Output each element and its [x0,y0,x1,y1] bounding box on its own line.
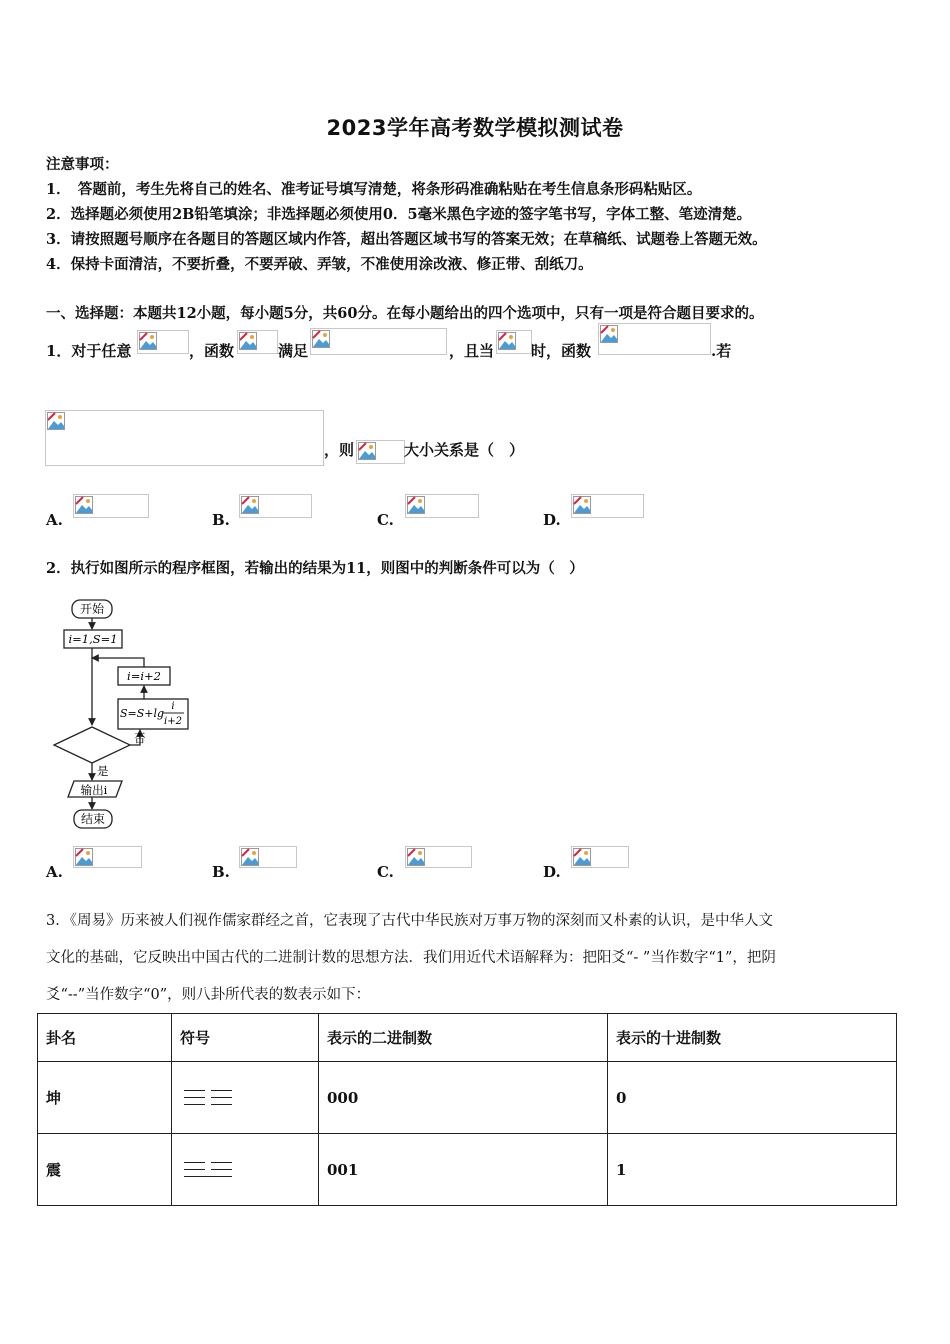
option-c-label: C. [377,511,394,529]
option-a-image[interactable] [73,846,142,868]
header-cell: 卦名 [38,1014,172,1062]
q1-text-7: ，则 [324,441,355,459]
option-c-label: C. [377,863,394,881]
q1-text-3: 满足 [278,342,309,360]
option-a-label: A. [46,511,63,529]
broken-image-icon [407,848,425,866]
broken-image-icon [75,496,93,514]
q1-text-4: ，且当 [449,342,495,360]
flow-output-text: 输出i [80,783,108,797]
broken-image-icon [358,442,376,460]
header-cell: 符号 [172,1014,319,1062]
q3-line-3: 爻“--”当作数字“0”，则八卦所代表的数表示如下： [46,987,371,1003]
broken-image-icon [600,325,618,343]
flow-start-text: 开始 [79,602,105,616]
option-b-label: B. [212,511,230,529]
flow-decision [54,727,130,763]
flow-update-den: i+2 [164,716,182,727]
option-a-image[interactable] [73,494,149,518]
broken-image-icon [239,332,257,350]
flow-update-num: i [171,701,175,712]
q3-line-1: 3．《周易》历来被人们视作儒家群经之首，它表现了古代中华民族对万事万物的深刻而又朴素的认识，是中华人文 [46,913,773,929]
header-cell: 表示的十进制数 [608,1014,897,1062]
trigram-name: 坤 [38,1062,172,1134]
q2-text: 2．执行如图所示的程序框图，若输出的结果为11，则图中的判断条件可以为（ ） [46,560,584,577]
bagua-table [37,1013,897,1206]
broken-image-icon [139,332,157,350]
notice-heading: 注意事项： [46,156,119,173]
notice-item: 2．选择题必须使用2B铅笔填涂；非选择题必须使用0．5毫米黑色字迹的签字笔书写，字体工整、笔迹清楚。 [46,206,752,223]
broken-image-icon [241,496,259,514]
broken-image-icon [498,332,516,350]
q1-text-5: 时，函数 [531,342,592,360]
flow-update-text: S=S+lg [120,707,165,720]
formula-image [496,330,532,354]
section-heading: 一、选择题：本题共12小题，每小题5分，共60分。在每小题给出的四个选项中，只有一项是符合题目要求的。 [46,305,764,322]
notice-item: 1． 答题前，考生先将自己的姓名、准考证号填写清楚，将条形码准确粘贴在考生信息条形码粘贴区。 [46,181,702,198]
broken-image-icon [75,848,93,866]
flow-end-text: 结束 [80,812,106,826]
option-c-image[interactable] [405,494,479,518]
q1-text-2: ，函数 [189,342,235,360]
option-a-label: A. [46,863,63,881]
flowchart [44,596,204,832]
notice-item: 4．保持卡面清洁，不要折叠，不要弄破、弄皱，不准使用涂改液、修正带、刮纸刀。 [46,256,593,273]
trigram-symbol [172,1134,319,1206]
broken-image-icon [573,496,591,514]
binary-value: 000 [319,1062,608,1134]
q3-line-2: 文化的基础，它反映出中国古代的二进制计数的思想方法．我们用近代术语解释为：把阳爻“- ”当作数字“1”，把阴 [46,950,776,966]
option-d-image[interactable] [571,494,644,518]
decimal-value: 0 [608,1062,897,1134]
formula-image [237,330,278,354]
flow-no-label: 否 [134,731,146,745]
flow-yes-label: 是 [97,764,109,778]
trigram-name: 震 [38,1134,172,1206]
broken-image-icon [407,496,425,514]
formula-image [310,328,447,355]
table-header-row [38,1014,897,1062]
broken-image-icon [312,330,330,348]
decimal-value: 1 [608,1134,897,1206]
trigram-symbol [172,1062,319,1134]
q1-text-6: .若 [711,342,732,360]
flow-inc-text: i=i+2 [127,669,161,683]
formula-image [45,410,324,466]
notice-item: 3．请按照题号顺序在各题目的答题区域内作答，超出答题区域书写的答案无效；在草稿纸、试题卷上答题无效。 [46,231,767,248]
table-row [38,1134,897,1206]
broken-image-icon [241,848,259,866]
formula-image [356,440,405,464]
q1-text-1: 1．对于任意 [46,342,132,360]
table-row [38,1062,897,1134]
binary-value: 001 [319,1134,608,1206]
formula-image [598,323,711,355]
flow-init-text: i=1,S=1 [68,632,118,646]
option-d-image[interactable] [571,846,629,868]
q1-text-8: 大小关系是（ ） [404,441,525,459]
header-cell: 表示的二进制数 [319,1014,608,1062]
page-title: 2023学年高考数学模拟测试卷 [326,116,624,140]
option-d-label: D. [543,863,561,881]
formula-image [137,330,189,354]
option-b-image[interactable] [239,846,297,868]
option-d-label: D. [543,511,561,529]
broken-image-icon [573,848,591,866]
option-b-image[interactable] [239,494,312,518]
broken-image-icon [47,412,65,430]
option-c-image[interactable] [405,846,472,868]
option-b-label: B. [212,863,230,881]
